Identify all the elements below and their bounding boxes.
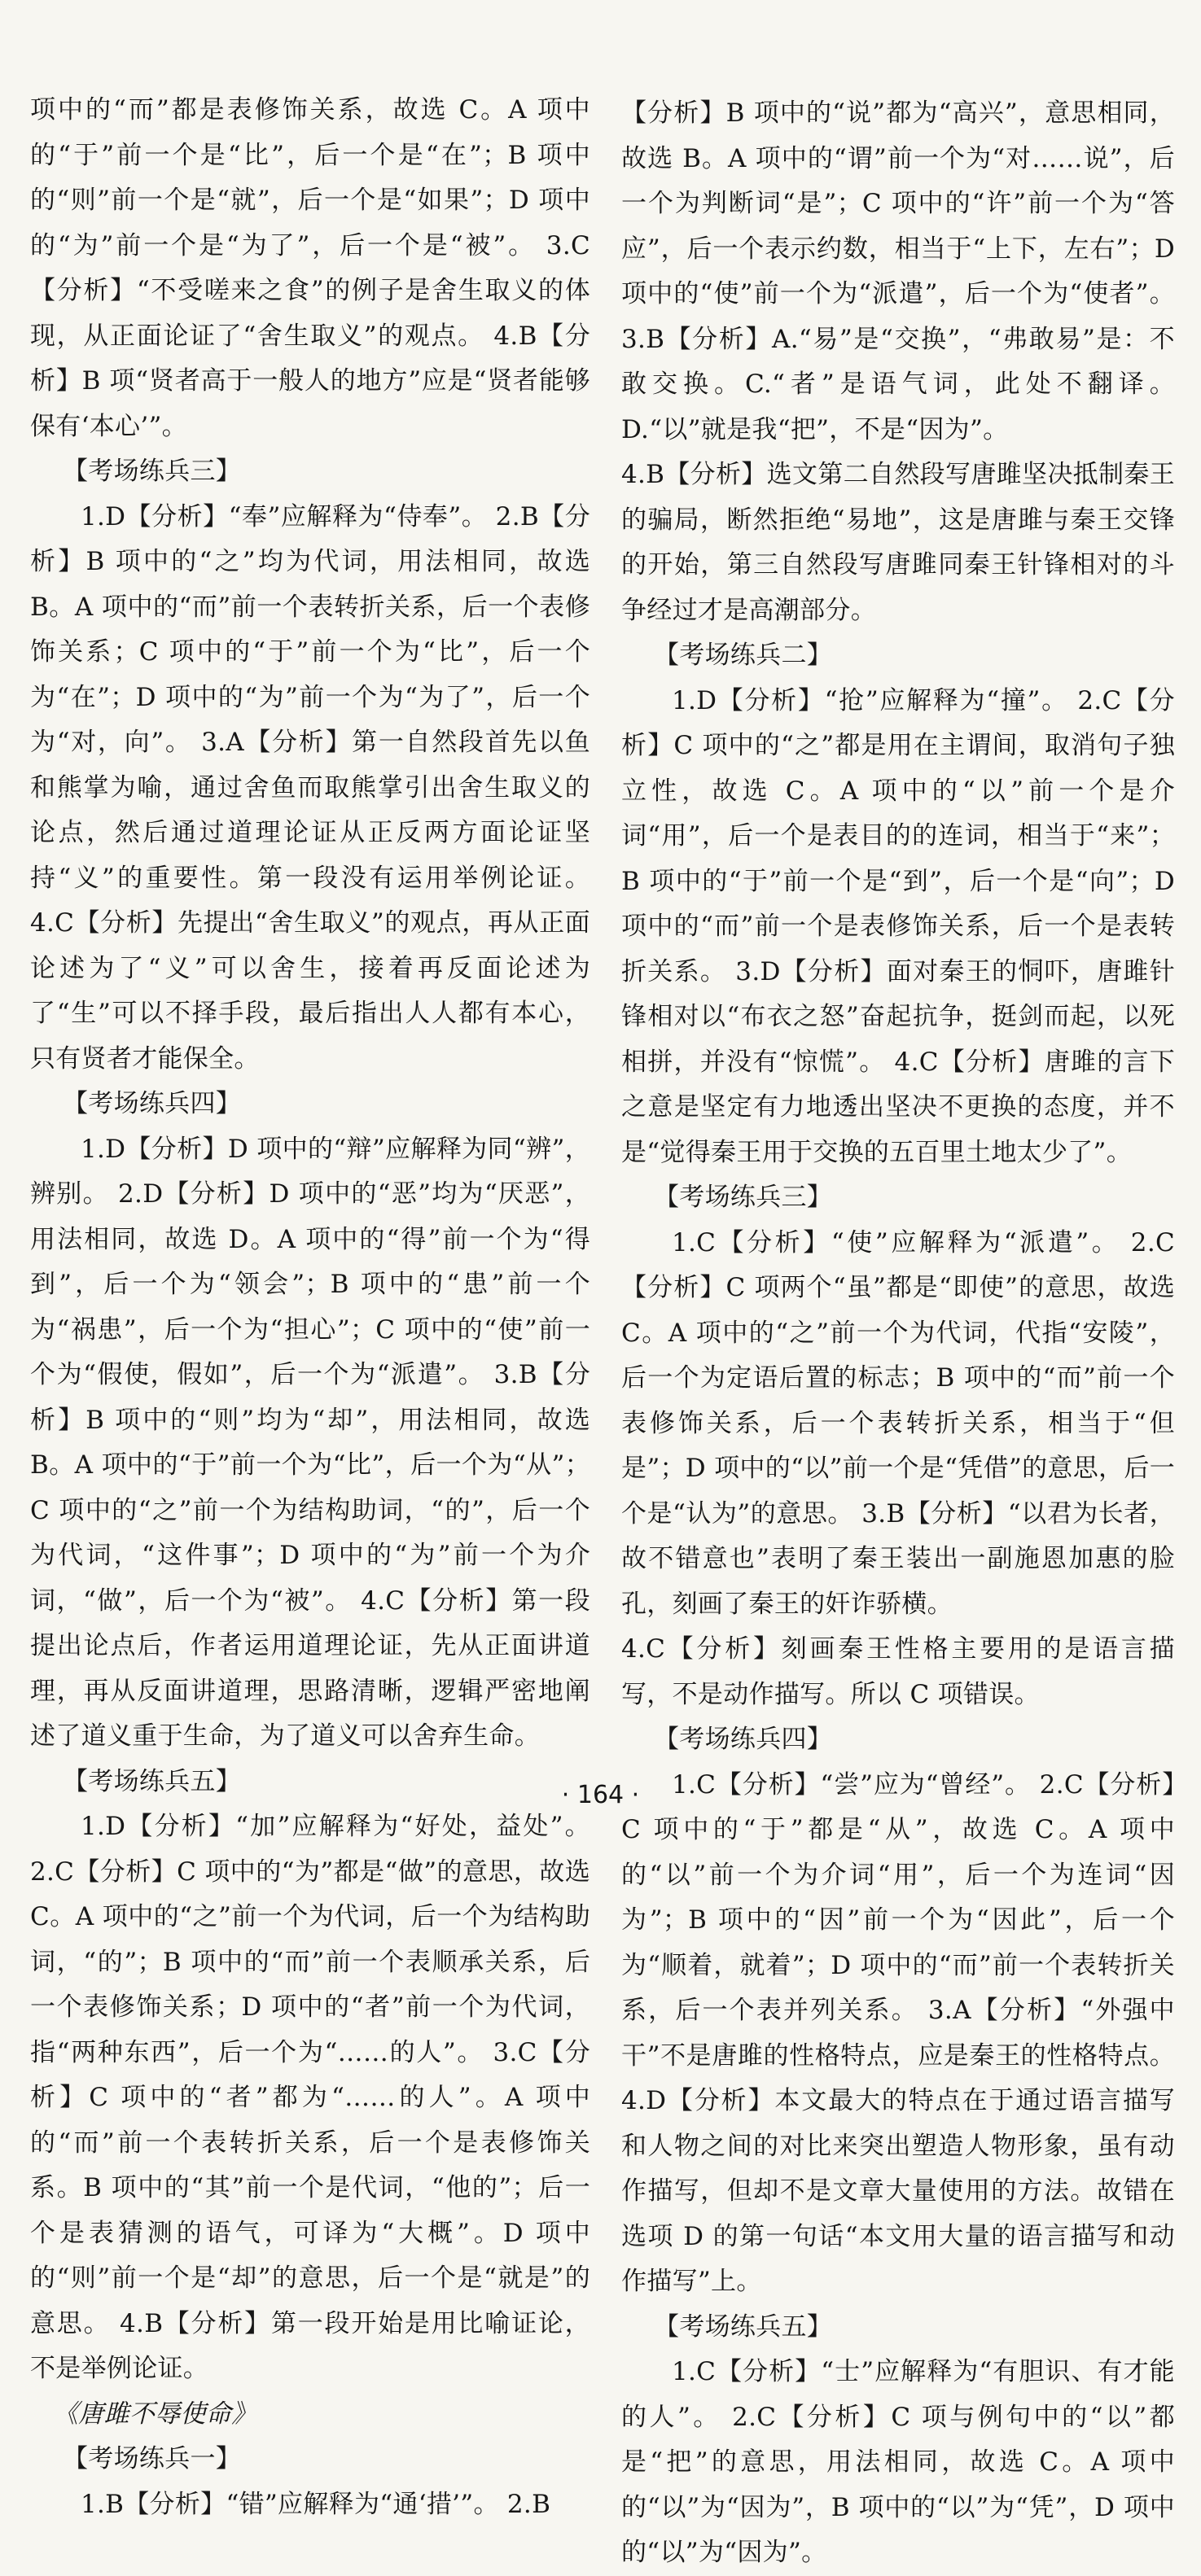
paragraph: 4.B【分析】选文第二自然段写唐雎坚决抵制秦王的骗局，断然拒绝“易地”，这是唐雎与秦王交锋的开始，第三自然段写唐雎同秦王针锋相对的斗争经过才是高潮部分。 <box>621 460 1175 625</box>
chapter-title: 《唐雎不辱使命》 <box>53 2399 257 2429</box>
paragraph: 1.C【分析】“士”应解释为“有胆识、有才能的人”。 2.C【分析】C 项与例句中的“以”都是“把”的意思，用法相同，故选 C。A 项中的“以”为“因为”，B 项中的“以”为“凭”，D 项中的“以”为“因为”。 <box>621 2357 1175 2567</box>
section-heading: 【考场练兵四】 <box>63 1089 242 1118</box>
paragraph: 【分析】B 项中的“说”都为“高兴”，意思相同，故选 B。A 项中的“谓”前一个为“对……说”，后一个为判断词“是”；C 项中的“许”前一个为“答应”，后一个表示约数，相当于“上下，左右”；D 项中的“使”前一个为“派遣”，后一个为“使者”。 3.B【分析】A.“易”是“交换”，“弗敢易”是：不敢交换。C.“者”是语气词，此处不翻译。D.“以”就是我“把”，不是“因为”。 <box>621 98 1175 444</box>
section-heading: 【考场练兵三】 <box>63 457 242 486</box>
paragraph: 1.D【分析】“抢”应解释为“撞”。 2.C【分析】C 项中的“之”都是用在主谓间，取消句子独立性，故选 C。A 项中的“以”前一个是介词“用”，后一个是表目的的连词，相当于“来”；B 项中的“于”前一个是“到”，后一个是“向”；D 项中的“而”前一个是表修饰关系，后一个是表转折关系。 3.D【分析】面对秦王的恫吓，唐雎针锋相对以“布衣之怒”奋起抗争，挺剑而起，以死相拼，并没有“惊慌”。 4.C【分析】唐雎的言下之意是坚定有力地透出坚决不更换的态度，并不是“觉得秦王用于交换的五百里土地太少了”。 <box>621 685 1175 1167</box>
page-number: · 164 · <box>561 1781 640 1809</box>
paragraph: 1.D【分析】“加”应解释为“好处，益处”。 2.C【分析】C 项中的“为”都是“做”的意思，故选 C。A 项中的“之”前一个为代词，后一个为结构助词，“的”；B 项中的“而”前一个表顺承关系，后一个表修饰关系；D 项中的“者”前一个为代词，指“两种东西”，后一个为“……的人”。 3.C【分析】C 项中的“者”都为“……的人”。A 项中的“而”前一个表转折关系，后一个是表修饰关系。B 项中的“其”前一个是代词，“他的”；后一个是表猜测的语气，可译为“大概”。D 项中的“则”前一个是“却”的意思，后一个是“就是”的意思。 4.B【分析】第一段开始是用比喻证论，不是举例论证。 <box>30 1812 590 2383</box>
right-column <box>621 91 1175 2576</box>
paragraph: 1.B【分析】“错”应解释为“通‘措’”。 2.B <box>81 2489 551 2519</box>
paragraph: 1.D【分析】“奉”应解释为“侍奉”。 2.B【分析】B 项中的“之”均为代词，用法相同，故选 B。A 项中的“而”前一个表转折关系，后一个表修饰关系；C 项中的“于”前一个为“比”，后一个为“在”；D 项中的“为”前一个为“为了”，后一个为“对，向”。 3.A【分析】第一自然段首先以鱼和熊掌为喻，通过舍鱼而取熊掌引出舍生取义的论点，然后通过道理论证从正反两方面论证坚持“义”的重要性。第一段没有运用举例论证。 4.C【分析】先提出“舍生取义”的观点，再从正面论述为了“义”可以舍生，接着再反面论述为了“生”可以不择手段，最后指出人人都有本心，只有贤者才能保全。 <box>30 501 590 1074</box>
paragraph: 1.C【分析】“尝”应为“曾经”。 2.C【分析】C 项中的“于”都是“从”，故选 C。A 项中的“以”前一个为介词“用”，后一个为连词“因为”；B 项中的“因”前一个为“因此”，后一个为“顺着，就着”；D 项中的“而”前一个表转折关系，后一个表并列关系。 3.A【分析】“外强中干”不是唐雎的性格特点，应是秦王的性格特点。 4.D【分析】本文最大的特点在于通过语言描写和人物之间的对比来突出塑造人物形象，虽有动作描写，但却不是文章大量使用的方法。故错在选项 D 的第一句话“本文用大量的语言描写和动作描写”上。 <box>621 1769 1175 2296</box>
section-heading: 【考场练兵三】 <box>654 1183 833 1212</box>
section-heading: 【考场练兵四】 <box>654 1725 833 1754</box>
paragraph: 1.D【分析】D 项中的“辩”应解释为同“辨”，辨别。 2.D【分析】D 项中的“恶”均为“厌恶”，用法相同，故选 D。A 项中的“得”前一个为“得到”，后一个为“领会”；B 项中的“患”前一个为“祸患”，后一个为“担心”；C 项中的“使”前一个为“假使，假如”，后一个为“派遣”。 3.B【分析】B 项中的“则”均为“却”，用法相同，故选 B。A 项中的“于”前一个为“比”，后一个为“从”；C 项中的“之”前一个为结构助词，“的”，后一个为代词，“这件事”；D 项中的“为”前一个为介词，“做”，后一个为“被”。 4.C【分析】第一段提出论点后，作者运用道理论证，先从正面讲道理，再从反面讲道理，思路清晰，逻辑严密地阐述了道义重于生命，为了道义可以舍弃生命。 <box>30 1134 590 1751</box>
paragraph: 1.C【分析】“使”应解释为“派遣”。 2.C【分析】C 项两个“虽”都是“即使”的意思，故选 C。A 项中的“之”前一个为代词，代指“安陵”，后一个为定语后置的标志；B 项中的“而”前一个表修饰关系，后一个表转折关系，相当于“但是”；D 项中的“以”前一个是“凭借”的意思，后一个是“认为”的意思。 3.B【分析】“以君为长者，故不错意也”表明了秦王装出一副施恩加惠的脸孔，刻画了秦王的奸诈骄横。 <box>621 1227 1175 1619</box>
paragraph: 项中的“而”都是表修饰关系，故选 C。A 项中的“于”前一个是“比”，后一个是“在”；B 项中的“则”前一个是“就”，后一个是“如果”；D 项中的“为”前一个是“为了”，后一个是“被”。 3.C【分析】“不受嗟来之食”的例子是舍生取义的体现，从正面论证了“舍生取义”的观点。 4.B【分析】B 项“贤者高于一般人的地方”应是“贤者能够保有‘本心’”。 <box>30 95 590 441</box>
section-heading: 【考场练兵五】 <box>654 2311 833 2342</box>
section-heading: 【考场练兵一】 <box>63 2444 242 2473</box>
paragraph: 4.C【分析】刻画秦王性格主要用的是语言描写，不是动作描写。所以 C 项错误。 <box>621 1634 1175 1709</box>
section-heading: 【考场练兵二】 <box>654 641 833 670</box>
section-heading: 【考场练兵五】 <box>63 1766 242 1796</box>
left-column <box>30 88 590 2527</box>
